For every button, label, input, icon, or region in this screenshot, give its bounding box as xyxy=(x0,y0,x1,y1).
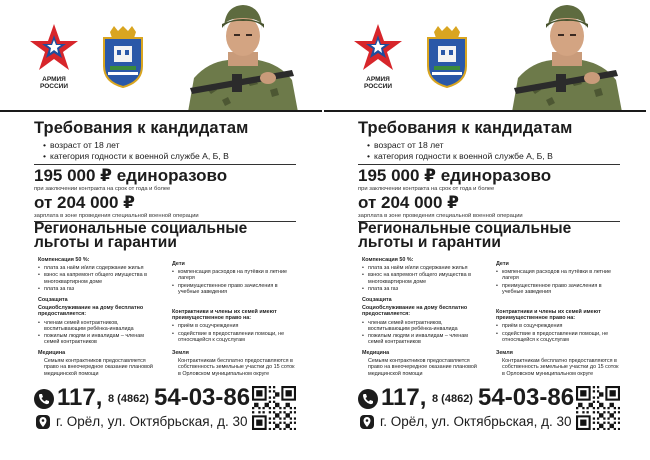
requirement-fitness: • категория годности к военной службе А, Б, В xyxy=(374,151,553,161)
requirements-title: Требования к кандидатам xyxy=(34,119,249,137)
flyer-header xyxy=(0,0,322,112)
one-time-payment-note: при заключении контракта на срок от года и более xyxy=(34,186,171,192)
one-time-payment: 195 000 ₽ единоразово xyxy=(358,166,552,185)
header-divider xyxy=(324,110,646,112)
city-code: 8 (4862) xyxy=(432,393,473,405)
qr-code[interactable] xyxy=(252,386,296,430)
phone-icon xyxy=(358,389,378,409)
header-divider xyxy=(0,110,322,112)
short-phone-number[interactable]: 117, xyxy=(57,384,103,411)
soldier-image xyxy=(188,0,298,112)
children-block: Дети • компенсация расходов на путёвки в летние лагеря • преимущественное право зачисления в учебные заведения xyxy=(172,261,290,296)
phone-icon xyxy=(34,389,54,409)
medicine-block: Медицина Семьям контрактников предоставляется право на внеочередное оказание плановой медицинской помощи xyxy=(362,350,477,377)
land-block: Земля Контрактникам бесплатно предоставляются в собственность земельные участки до 15 соток в Орловском муниципальном округе xyxy=(172,350,295,377)
oryol-coat-of-arms-icon xyxy=(424,26,470,88)
social-protection-block: Соцзащита Социобслуживание на дому бесплатно предоставляется: • членам семей контрактников, воспитывающим ребёнка-инвалида • пожилым людям и инвалидам – членам семей контрактников xyxy=(38,297,156,346)
children-block: Дети • компенсация расходов на путёвки в летние лагеря • преимущественное право зачисления в учебные заведения xyxy=(496,261,614,296)
social-protection-block: Соцзащита Социобслуживание на дому бесплатно предоставляется: • членам семей контрактников, воспитывающим ребёнка-инвалида • пожилым людям и инвалидам – членам семей контрактников xyxy=(362,297,480,346)
requirement-age: • возраст от 18 лет xyxy=(374,140,444,150)
logo-text: АРМИЯ РОССИИ xyxy=(363,76,393,90)
compensation-block: Компенсация 50 %: • плата за наём и/или содержание жилья • взнос на капремонт общего имущества в многоквартирном доме • плата за газ xyxy=(362,257,480,293)
army-star-icon xyxy=(352,22,404,74)
army-russia-logo xyxy=(352,22,404,94)
logo-text: АРМИЯ РОССИИ xyxy=(39,76,69,90)
regional-benefits-title: Региональные социальные льготы и гарантии xyxy=(34,220,248,251)
soldier-image xyxy=(512,0,622,112)
one-time-payment: 195 000 ₽ единоразово xyxy=(34,166,228,185)
location-pin-icon xyxy=(36,415,50,429)
flyer-left xyxy=(0,0,322,460)
short-phone-number[interactable]: 117, xyxy=(381,384,427,411)
requirement-age: • возраст от 18 лет xyxy=(50,140,120,150)
salary-note: зарплата в зоне проведения специальной военной операции xyxy=(358,213,523,219)
priority-rights-block: Контрактники и члены их семей имеют преимущественное право на: • приём в соцучреждения • содействие в предоставлении помощи, не относящейся к соцуслугам xyxy=(172,309,296,344)
army-star-icon xyxy=(28,22,80,74)
requirements-title: Требования к кандидатам xyxy=(358,119,573,137)
city-code: 8 (4862) xyxy=(108,393,149,405)
compensation-block: Компенсация 50 %: • плата за наём и/или содержание жилья • взнос на капремонт общего имущества в многоквартирном доме • плата за газ xyxy=(38,257,156,293)
land-block: Земля Контрактникам бесплатно предоставляются в собственность земельные участки до 15 соток в Орловском муниципальном округе xyxy=(496,350,619,377)
qr-pattern-icon xyxy=(252,386,296,430)
salary-amount: от 204 000 ₽ xyxy=(358,193,460,212)
medicine-block: Медицина Семьям контрактников предоставляется право на внеочередное оказание плановой медицинской помощи xyxy=(38,350,153,377)
divider xyxy=(34,164,296,165)
divider xyxy=(358,164,620,165)
phone-number[interactable]: 54-03-86 xyxy=(154,384,251,411)
requirement-fitness: • категория годности к военной службе А, Б, В xyxy=(50,151,229,161)
salary-note: зарплата в зоне проведения специальной военной операции xyxy=(34,213,199,219)
phone-number[interactable]: 54-03-86 xyxy=(478,384,575,411)
address: г. Орёл, ул. Октябрьская, д. 30 xyxy=(380,414,572,429)
address: г. Орёл, ул. Октябрьская, д. 30 xyxy=(56,414,248,429)
one-time-payment-note: при заключении контракта на срок от года и более xyxy=(358,186,495,192)
regional-benefits-title: Региональные социальные льготы и гарантии xyxy=(358,220,572,251)
priority-rights-block: Контрактники и члены их семей имеют преимущественное право на: • приём в соцучреждения • содействие в предоставлении помощи, не относящейся к соцуслугам xyxy=(496,309,620,344)
flyer-header xyxy=(324,0,646,112)
flyer-right xyxy=(324,0,646,460)
qr-code[interactable] xyxy=(576,386,620,430)
army-russia-logo xyxy=(28,22,80,94)
oryol-coat-of-arms-icon xyxy=(100,26,146,88)
location-pin-icon xyxy=(360,415,374,429)
qr-pattern-icon xyxy=(576,386,620,430)
salary-amount: от 204 000 ₽ xyxy=(34,193,136,212)
